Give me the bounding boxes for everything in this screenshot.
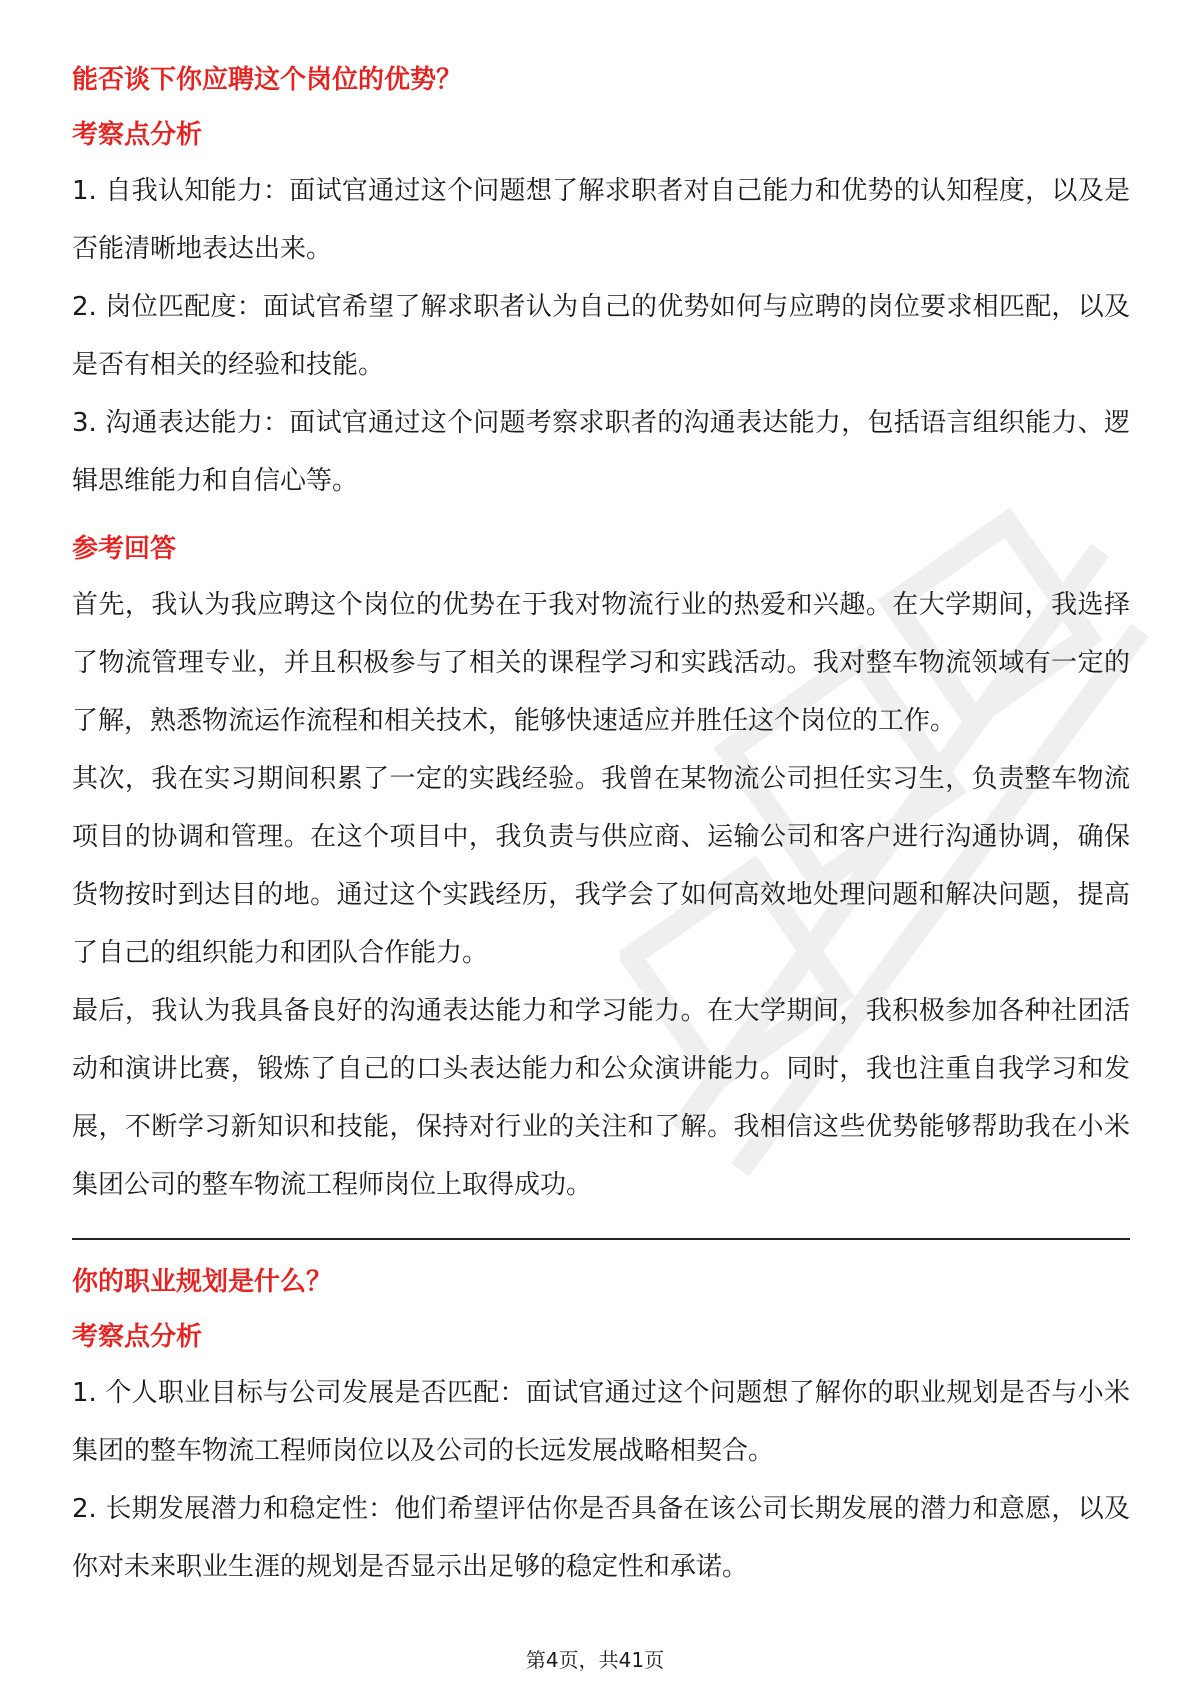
- analysis-item: 3. 沟通表达能力：面试官通过这个问题考察求职者的沟通表达能力，包括语言组织能力、逻辑思维能力和自信心等。: [72, 408, 1130, 496]
- analysis-heading: 考察点分析: [72, 120, 203, 150]
- section-divider: [72, 1238, 1130, 1240]
- question-heading: 你的职业规划是什么？: [72, 1267, 333, 1297]
- question-heading: 能否谈下你应聘这个岗位的优势？: [72, 65, 463, 95]
- page-number: 第4页，共41页: [525, 1648, 665, 1672]
- analysis-item: 1. 个人职业目标与公司发展是否匹配：面试官通过这个问题想了解你的职业规划是否与小米集团的整车物流工程师岗位以及公司的长远发展战略相契合。: [72, 1378, 1130, 1466]
- analysis-item: 2. 岗位匹配度：面试官希望了解求职者认为自己的优势如何与应聘的岗位要求相匹配，以及是否有相关的经验和技能。: [72, 292, 1130, 380]
- analysis-heading: 考察点分析: [72, 1322, 203, 1352]
- answer-paragraph: 首先，我认为我应聘这个岗位的优势在于我对物流行业的热爱和兴趣。在大学期间，我选择了物流管理专业，并且积极参与了相关的课程学习和实践活动。我对整车物流领域有一定的了解，熟悉物流运作流程和相关技术，能够快速适应并胜任这个岗位的工作。: [72, 590, 1130, 736]
- document-page: [72, 52, 1130, 1596]
- analysis-item: 1. 自我认知能力：面试官通过这个问题想了解求职者对自己能力和优势的认知程度，以及是否能清晰地表达出来。: [72, 176, 1130, 264]
- answer-heading: 参考回答: [72, 534, 177, 564]
- answer-paragraph: 最后，我认为我具备良好的沟通表达能力和学习能力。在大学期间，我积极参加各种社团活动和演讲比赛，锻炼了自己的口头表达能力和公众演讲能力。同时，我也注重自我学习和发展，不断学习新知识和技能，保持对行业的关注和了解。我相信这些优势能够帮助我在小米集团公司的整车物流工程师岗位上取得成功。: [72, 996, 1130, 1200]
- answer-paragraph: 其次，我在实习期间积累了一定的实践经验。我曾在某物流公司担任实习生，负责整车物流项目的协调和管理。在这个项目中，我负责与供应商、运输公司和客户进行沟通协调，确保货物按时到达目的地。通过这个实践经历，我学会了如何高效地处理问题和解决问题，提高了自己的组织能力和团队合作能力。: [72, 764, 1130, 968]
- analysis-item: 2. 长期发展潜力和稳定性：他们希望评估你是否具备在该公司长期发展的潜力和意愿，以及你对未来职业生涯的规划是否显示出足够的稳定性和承诺。: [72, 1494, 1130, 1582]
